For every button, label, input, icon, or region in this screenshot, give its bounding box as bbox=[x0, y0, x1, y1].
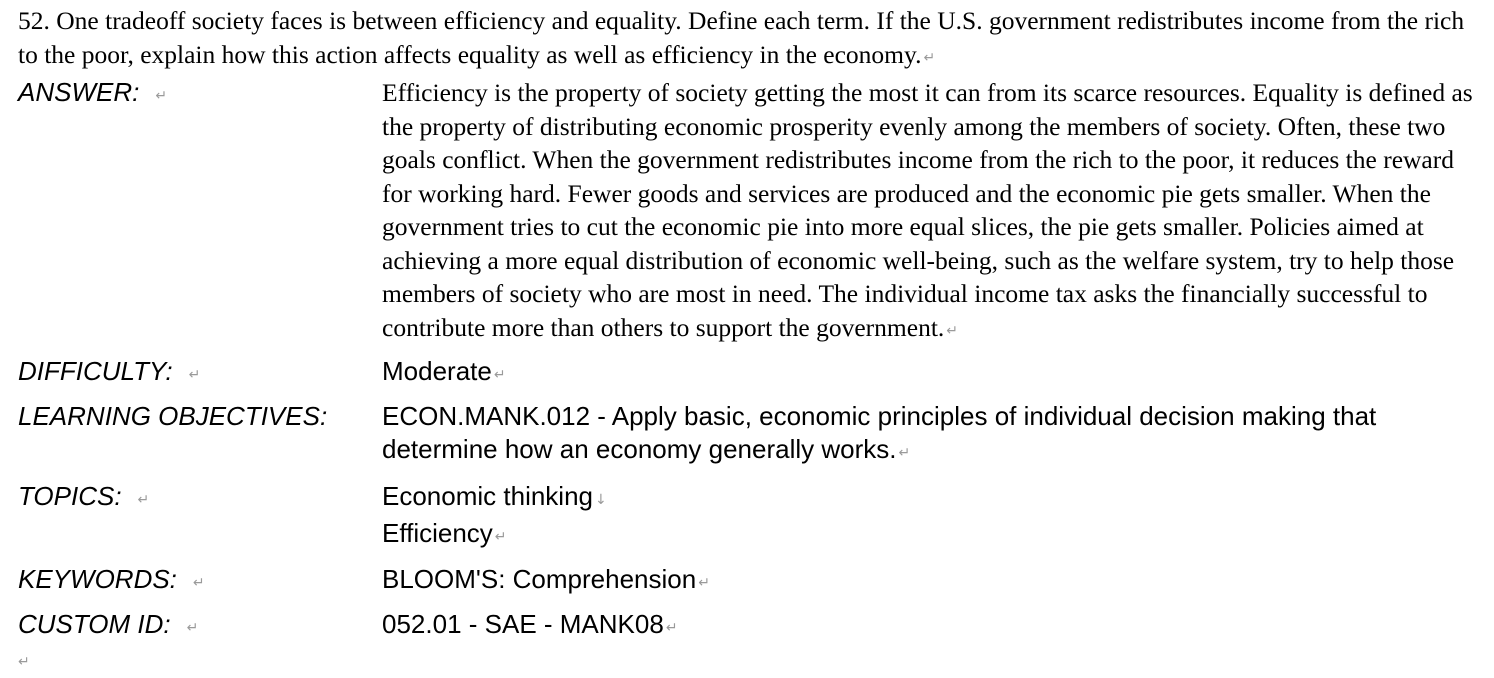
learning-objectives-label: LEARNING OBJECTIVES: bbox=[18, 400, 328, 431]
trailing-paragraph bbox=[18, 654, 30, 672]
answer-row bbox=[18, 76, 1478, 348]
topic-text: Efficiency bbox=[382, 518, 493, 548]
custom-id-value-cell bbox=[382, 608, 1478, 646]
paragraph-mark-icon: ↵ bbox=[155, 88, 168, 104]
custom-id-label: CUSTOM ID: bbox=[18, 609, 171, 639]
topics-row bbox=[18, 480, 1478, 555]
difficulty-label-cell bbox=[18, 355, 382, 393]
topic-item bbox=[382, 480, 1478, 518]
answer-label: ANSWER: bbox=[18, 77, 140, 107]
paragraph-mark-icon: ↵ bbox=[493, 367, 506, 383]
paragraph-mark-icon: ↵ bbox=[18, 654, 30, 670]
paragraph-mark-icon: ↵ bbox=[192, 574, 205, 591]
answer-text: Efficiency is the property of society getting the most it can from its scarce resources. Equality is defined as the property of distributing economic prosperity evenly among the members of society. Often, these two goals conflict. When the government redistributes income from the rich to the poor, it reduces the reward for working hard. Fewer goods and services are produced and the economic pie gets smaller. When the government tries to cut the economic pie into more equal slices, the pie gets smaller. Policies aimed at achieving a more equal distribution of economic well-being, such as the welfare system, try to help those members of society who are most in need. The individual income tax asks the financially successful to contribute more than others to support the government. bbox=[382, 78, 1473, 342]
question-paragraph bbox=[18, 4, 1478, 75]
line-break-mark-icon: ↓ bbox=[595, 491, 607, 508]
paragraph-mark-icon: ↵ bbox=[494, 529, 507, 545]
keywords-row bbox=[18, 563, 1478, 601]
topics-value-cell bbox=[382, 480, 1478, 555]
difficulty-value-cell bbox=[382, 355, 1478, 393]
custom-id-row bbox=[18, 608, 1478, 646]
answer-label-cell bbox=[18, 76, 382, 114]
learning-objectives-value: ECON.MANK.012 - Apply basic, economic principles of individual decision making that determine how an economy generally works. bbox=[382, 400, 1377, 464]
topics-label: TOPICS: bbox=[18, 480, 122, 511]
keywords-label-cell bbox=[18, 563, 382, 601]
difficulty-row bbox=[18, 355, 1478, 393]
topic-item bbox=[382, 517, 1478, 555]
paragraph-mark-icon: ↵ bbox=[137, 491, 150, 508]
paragraph-mark-icon: ↵ bbox=[186, 620, 199, 636]
difficulty-value: Moderate bbox=[382, 356, 492, 386]
paragraph-mark-icon: ↵ bbox=[188, 367, 201, 383]
paragraph-mark-icon: ↵ bbox=[898, 445, 911, 461]
learning-objectives-label-cell bbox=[18, 400, 382, 434]
keywords-value: BLOOM'S: Comprehension bbox=[382, 563, 697, 594]
topic-text: Economic thinking bbox=[382, 480, 593, 511]
question-text: 52. One tradeoff society faces is between efficiency and equality. Define each term. If the U.S. government redistributes income from the rich to the poor, explain how this action affects equality as well as efficiency in the economy. bbox=[18, 6, 1465, 69]
topics-label-cell bbox=[18, 480, 382, 518]
learning-objectives-value-cell bbox=[382, 400, 1478, 471]
custom-id-label-cell bbox=[18, 608, 382, 646]
keywords-label: KEYWORDS: bbox=[18, 563, 177, 594]
paragraph-mark-icon: ↵ bbox=[698, 574, 710, 591]
paragraph-mark-icon: ↵ bbox=[923, 49, 936, 66]
answer-value-cell bbox=[382, 76, 1478, 348]
custom-id-value: 052.01 - SAE - MANK08 bbox=[382, 609, 664, 639]
question-document bbox=[18, 4, 1478, 670]
keywords-value-cell bbox=[382, 563, 1478, 601]
learning-objectives-row bbox=[18, 400, 1478, 471]
paragraph-mark-icon: ↵ bbox=[665, 620, 678, 636]
difficulty-label: DIFFICULTY: bbox=[18, 356, 173, 386]
paragraph-mark-icon: ↵ bbox=[946, 322, 959, 339]
